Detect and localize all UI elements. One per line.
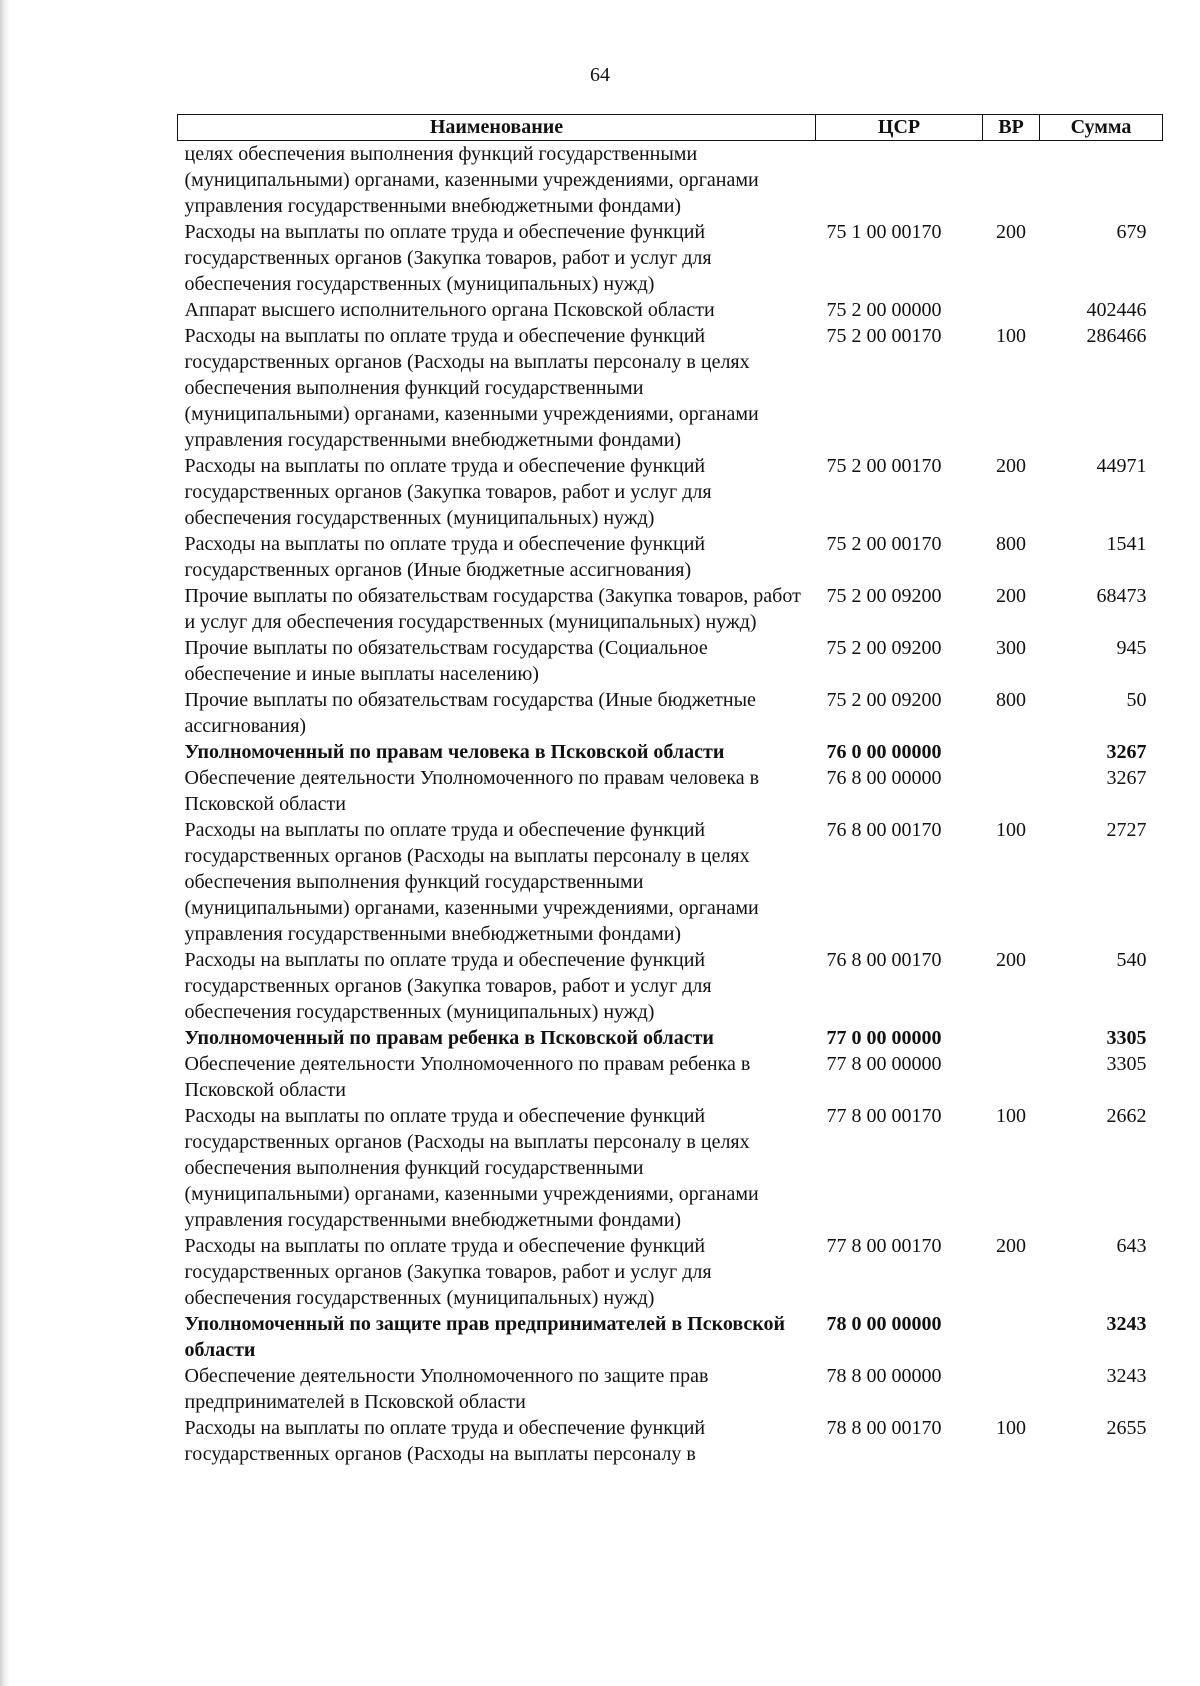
- cell-csr: 75 2 00 00170: [826, 455, 942, 477]
- cell-name: Расходы на выплаты по оплате труда и обеспечение функций государственных органов (Закупка товаров, работ и услуг для обеспечения государственных (муниципальных) нужд): [184, 1235, 712, 1309]
- cell-csr: 75 2 00 00170: [826, 325, 942, 347]
- cell-name: Расходы на выплаты по оплате труда и обеспечение функций государственных органов (Закупка товаров, работ и услуг для обеспечения государственных (муниципальных) нужд): [184, 455, 712, 529]
- cell-sum: 643: [1116, 1235, 1147, 1257]
- cell-sum: 2662: [1106, 1105, 1147, 1127]
- cell-csr: 75 2 00 09200: [826, 689, 942, 711]
- cell-vr: [983, 1025, 1040, 1051]
- cell-csr: 75 2 00 09200: [826, 585, 942, 607]
- cell-vr: 100: [996, 1105, 1026, 1127]
- table-body: [178, 141, 1163, 1468]
- cell-csr: 75 1 00 00170: [826, 221, 942, 243]
- table-row: [178, 1233, 1163, 1311]
- table-row: [178, 1025, 1163, 1051]
- cell-vr: [983, 765, 1040, 817]
- cell-name: Прочие выплаты по обязательствам государства (Иные бюджетные ассигнования): [184, 689, 756, 737]
- table-row: [178, 1363, 1163, 1415]
- table-row: [178, 687, 1163, 739]
- table-row: [178, 739, 1163, 765]
- cell-name: Обеспечение деятельности Уполномоченного по правам ребенка в Псковской области: [184, 1053, 751, 1101]
- cell-sum: 3305: [1106, 1053, 1147, 1075]
- cell-sum: 1541: [1106, 533, 1147, 555]
- cell-vr: [983, 1051, 1040, 1103]
- table-row: [178, 453, 1163, 531]
- cell-sum: 540: [1116, 949, 1147, 971]
- cell-csr: 75 2 00 00170: [826, 533, 942, 555]
- cell-vr: 800: [996, 689, 1026, 711]
- cell-vr: 200: [996, 221, 1026, 243]
- cell-name: Уполномоченный по правам человека в Псковской области: [184, 741, 725, 763]
- cell-csr: 75 2 00 09200: [826, 637, 942, 659]
- cell-sum: 945: [1116, 637, 1147, 659]
- cell-vr: 200: [996, 455, 1026, 477]
- header-row: [178, 115, 1163, 141]
- cell-name: Обеспечение деятельности Уполномоченного по защите прав предпринимателей в Псковской области: [184, 1365, 709, 1413]
- cell-name: Расходы на выплаты по оплате труда и обеспечение функций государственных органов (Иные бюджетные ассигнования): [184, 533, 706, 581]
- cell-name: Уполномоченный по правам ребенка в Псковской области: [184, 1027, 714, 1049]
- cell-sum: 402446: [1086, 299, 1147, 321]
- cell-vr: 100: [996, 819, 1026, 841]
- table-row: [178, 323, 1163, 453]
- header-name: Наименование: [178, 115, 816, 141]
- cell-sum: 3243: [1106, 1313, 1147, 1335]
- cell-name: Обеспечение деятельности Уполномоченного по правам человека в Псковской области: [184, 767, 760, 815]
- table-row: [178, 1051, 1163, 1103]
- cell-sum: 68473: [1096, 585, 1147, 607]
- cell-sum: 2727: [1106, 819, 1147, 841]
- cell-vr: [983, 1363, 1040, 1415]
- table-row: [178, 765, 1163, 817]
- table-row: [178, 1415, 1163, 1467]
- header-sum: Сумма: [1040, 115, 1163, 141]
- cell-name: Уполномоченный по защите прав предпринимателей в Псковской области: [184, 1313, 786, 1361]
- header-vr: ВР: [983, 115, 1040, 141]
- cell-vr: 200: [996, 949, 1026, 971]
- cell-csr: [816, 141, 983, 220]
- cell-csr: 77 8 00 00000: [826, 1053, 942, 1075]
- cell-csr: 76 8 00 00000: [826, 767, 942, 789]
- cell-csr: 76 0 00 00000: [826, 741, 942, 763]
- cell-vr: 300: [996, 637, 1026, 659]
- cell-sum: 286466: [1086, 325, 1147, 347]
- cell-sum: 3267: [1106, 767, 1147, 789]
- table-row: [178, 1311, 1163, 1363]
- cell-csr: 77 8 00 00170: [826, 1235, 942, 1257]
- cell-csr: 78 8 00 00170: [826, 1417, 942, 1439]
- cell-csr: 75 2 00 00000: [826, 299, 942, 321]
- header-csr: ЦСР: [816, 115, 983, 141]
- cell-name: Расходы на выплаты по оплате труда и обеспечение функций государственных органов (Расходы на выплаты персоналу в целях обеспечения выполнения функций государственными (муниципальными) органами, казенными учреждениями, органами управления государственными внебюджетными фондами): [184, 325, 759, 451]
- cell-name: целях обеспечения выполнения функций государственными (муниципальными) органами, казенными учреждениями, органами управления государственными внебюджетными фондами): [184, 143, 759, 217]
- cell-csr: 78 0 00 00000: [826, 1313, 942, 1335]
- cell-csr: 76 8 00 00170: [826, 819, 942, 841]
- cell-csr: 77 0 00 00000: [826, 1027, 942, 1049]
- cell-vr: 800: [996, 533, 1026, 555]
- cell-vr: 200: [996, 585, 1026, 607]
- table-row: [178, 219, 1163, 297]
- table-row: [178, 817, 1163, 947]
- cell-name: Прочие выплаты по обязательствам государства (Социальное обеспечение и иные выплаты населению): [184, 637, 708, 685]
- table-row: [178, 1103, 1163, 1233]
- cell-vr: [983, 141, 1040, 220]
- cell-sum: 3267: [1106, 741, 1147, 763]
- cell-name: Расходы на выплаты по оплате труда и обеспечение функций государственных органов (Закупка товаров, работ и услуг для обеспечения государственных (муниципальных) нужд): [184, 221, 712, 295]
- cell-sum: 50: [1126, 689, 1147, 711]
- cell-csr: 76 8 00 00170: [826, 949, 942, 971]
- cell-vr: 100: [996, 325, 1026, 347]
- table-header: [178, 115, 1163, 141]
- table-row: [178, 947, 1163, 1025]
- cell-name: Аппарат высшего исполнительного органа Псковской области: [184, 299, 715, 321]
- cell-sum: 44971: [1096, 455, 1147, 477]
- cell-csr: 78 8 00 00000: [826, 1365, 942, 1387]
- table-row: [178, 297, 1163, 323]
- scan-edge: [0, 0, 10, 1686]
- cell-vr: 100: [996, 1417, 1026, 1439]
- cell-name: Прочие выплаты по обязательствам государства (Закупка товаров, работ и услуг для обеспечения государственных (муниципальных) нужд): [184, 585, 801, 633]
- cell-sum: 3243: [1106, 1365, 1147, 1387]
- cell-vr: [983, 739, 1040, 765]
- table-row: [178, 635, 1163, 687]
- cell-name: Расходы на выплаты по оплате труда и обеспечение функций государственных органов (Расходы на выплаты персоналу в целях обеспечения выполнения функций государственными (муниципальными) органами, казенными учреждениями, органами управления государственными внебюджетными фондами): [184, 819, 759, 945]
- cell-vr: [983, 1311, 1040, 1363]
- cell-vr: [983, 297, 1040, 323]
- cell-sum: 679: [1116, 221, 1147, 243]
- cell-name: Расходы на выплаты по оплате труда и обеспечение функций государственных органов (Закупка товаров, работ и услуг для обеспечения государственных (муниципальных) нужд): [184, 949, 712, 1023]
- table-row: [178, 583, 1163, 635]
- cell-sum: [1040, 141, 1163, 220]
- cell-sum: 3305: [1106, 1027, 1147, 1049]
- page-number: 64: [590, 64, 610, 86]
- table-row: [178, 531, 1163, 583]
- cell-name: Расходы на выплаты по оплате труда и обеспечение функций государственных органов (Расходы на выплаты персоналу в целях обеспечения выполнения функций государственными (муниципальными) органами, казенными учреждениями, органами управления государственными внебюджетными фондами): [184, 1105, 759, 1231]
- cell-csr: 77 8 00 00170: [826, 1105, 942, 1127]
- budget-table: [177, 114, 1163, 1467]
- cell-name: Расходы на выплаты по оплате труда и обеспечение функций государственных органов (Расходы на выплаты персоналу в: [184, 1417, 706, 1465]
- cell-vr: 200: [996, 1235, 1026, 1257]
- cell-sum: 2655: [1106, 1417, 1147, 1439]
- table-row: [178, 141, 1163, 220]
